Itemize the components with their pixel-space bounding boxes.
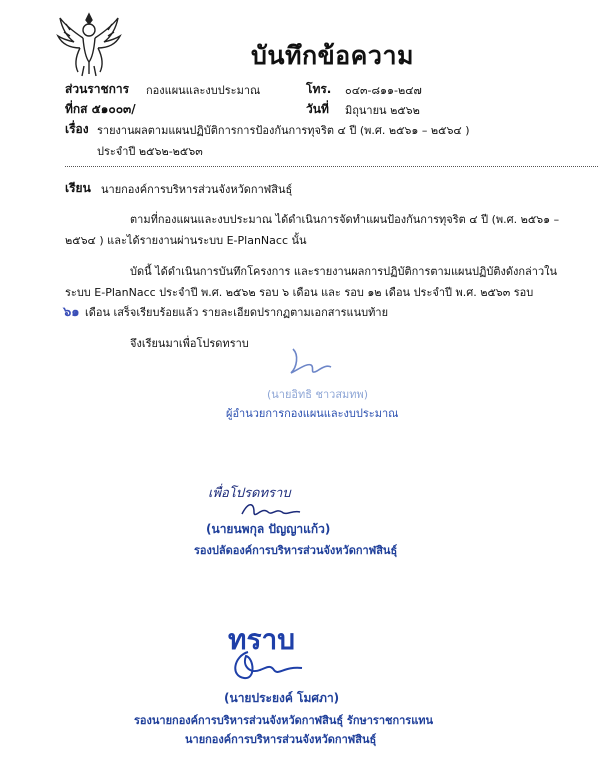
dept-value: กองแผนและงบประมาณ — [146, 84, 261, 97]
handwritten-correction: ๖๑ — [63, 305, 80, 320]
dept-label: ส่วนราชการ — [65, 82, 130, 96]
para1-line2: ๒๕๖๔ ) และได้รายงานผ่านระบบ E-PlanNacc นั้น — [65, 234, 307, 247]
para2-line3: เดือน เสร็จเรียบร้อยแล้ว รายละเอียดปรากฏตามเอกสารแนบท้าย — [85, 306, 389, 319]
sig2-name: (นายนพกุล ปัญญาแก้ว) — [206, 522, 331, 536]
acknowledged-mark: ทราบ — [228, 623, 295, 656]
signature-3 — [226, 646, 306, 686]
memo-title: บันทึกข้อความ — [251, 41, 414, 70]
subject-line-1: รายงานผลตามแผนปฏิบัติการการป้องกันการทุจริต ๔ ปี (พ.ศ. ๒๕๖๑ – ๒๕๖๔ ) — [97, 124, 470, 137]
doc-number: ที่กส ๕๑๐๐๓/ — [65, 102, 136, 116]
sig1-name: (นายอิทธิ ชาวสมทพ) — [267, 388, 369, 401]
tel-value: ๐๔๓-๘๑๑-๒๔๗ — [345, 84, 422, 97]
garuda-emblem-icon — [56, 10, 122, 78]
subject-label: เรื่อง — [65, 122, 89, 136]
sig1-title: ผู้อำนวยการกองแผนและงบประมาณ — [226, 407, 399, 420]
date-label: วันที่ — [306, 102, 329, 116]
to-label: เรียน — [65, 181, 91, 195]
closing-line: จึงเรียนมาเพื่อโปรดทราบ — [130, 337, 249, 350]
subject-line-2: ประจำปี ๒๕๖๒-๒๕๖๓ — [97, 145, 203, 158]
header-divider — [65, 166, 598, 167]
tel-label: โทร. — [306, 82, 332, 96]
sig3-title-2: นายกองค์การบริหารส่วนจังหวัดกาฬสินธุ์ — [185, 733, 377, 746]
para2-line1: บัดนี้ ได้ดำเนินการบันทึกโครงการ และรายงานผลการปฏิบัติการตามแผนปฏิบัติงดังกล่าวใน — [130, 265, 558, 278]
para1-line1: ตามที่กองแผนและงบประมาณ ได้ดำเนินการจัดทำแผนป้องกันการทุจริต ๔ ปี (พ.ศ. ๒๕๖๑ – — [130, 213, 560, 226]
sig2-note: เพื่อโปรดทราบ — [208, 486, 291, 501]
signature-1 — [285, 345, 335, 379]
sig2-title: รองปลัดองค์การบริหารส่วนจังหวัดกาฬสินธุ์ — [194, 544, 398, 557]
para2-line2: ระบบ E-PlanNacc ประจำปี พ.ศ. ๒๕๖๒ รอบ ๖ เดือน และ รอบ ๑๒ เดือน ประจำปี พ.ศ. ๒๕๖๓ รอบ — [65, 286, 534, 299]
sig3-name: (นายประยงค์ โมศภา) — [224, 691, 340, 705]
to-value: นายกองค์การบริหารส่วนจังหวัดกาฬสินธุ์ — [101, 183, 293, 196]
sig3-title-1: รองนายกองค์การบริหารส่วนจังหวัดกาฬสินธุ์ รักษาราชการแทน — [134, 714, 434, 727]
date-value: มิถุนายน ๒๕๖๒ — [345, 104, 420, 117]
